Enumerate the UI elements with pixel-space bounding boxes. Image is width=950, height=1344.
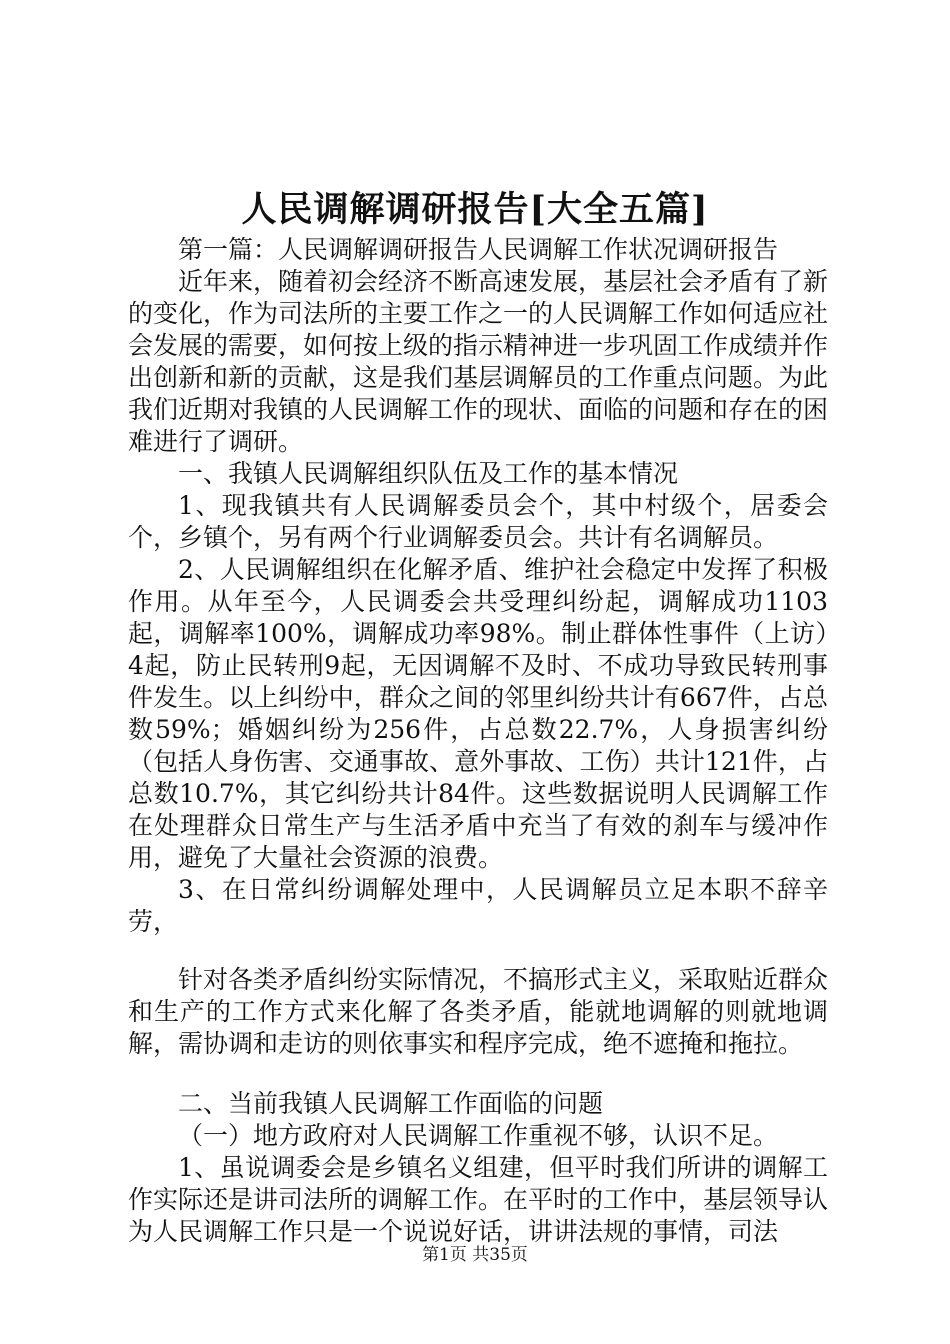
paragraph-item-3-continued: 针对各类矛盾纠纷实际情况，不搞形式主义，采取贴近群众和生产的工作方式来化解了各类矛盾，能就地调解的则就地调解，需协调和走访的则依事实和程序完成，绝不遮掩和拖拉。 <box>128 965 829 1058</box>
document-body <box>128 234 828 1248</box>
paragraph-item-1: 1、现我镇共有人民调解委员会个，其中村级个，居委会个，乡镇个，另有两个行业调解委员会。共计有名调解员。 <box>128 491 828 552</box>
page-footer: 第1页 共35页 <box>422 1245 528 1265</box>
paragraph-gap <box>128 938 828 964</box>
paragraph-gap <box>128 1060 828 1088</box>
paragraph-subheading-1: （一）地方政府对人民调解工作重视不够，认识不足。 <box>178 1121 779 1150</box>
paragraph-section-heading: 第一篇：人民调解调研报告人民调解工作状况调研报告 <box>178 235 779 264</box>
document-title: 人民调解调研报告[大全五篇] <box>241 189 709 230</box>
paragraph-heading-1: 一、我镇人民调解组织队伍及工作的基本情况 <box>178 459 679 488</box>
paragraph-subitem-1: 1、虽说调委会是乡镇名义组建，但平时我们所讲的调解工作实际还是讲司法所的调解工作。在平时的工作中，基层领导认为人民调解工作只是一个说说好话，讲讲法规的事情，司法 <box>128 1153 829 1246</box>
paragraph-item-3: 3、在日常纠纷调解处理中，人民调解员立足本职不辞辛劳， <box>128 875 828 936</box>
paragraph-intro: 近年来，随着初会经济不断高速发展，基层社会矛盾有了新的变化，作为司法所的主要工作之一的人民调解工作如何适应社会发展的需要，如何按上级的指示精神进一步巩固工作成绩并作出创新和新的贡献，这是我们基层调解员的工作重点问题。为此我们近期对我镇的人民调解工作的现状、面临的问题和存在的困难进行了调研。 <box>128 267 829 456</box>
paragraph-heading-2: 二、当前我镇人民调解工作面临的问题 <box>178 1089 604 1118</box>
paragraph-item-2: 2、人民调解组织在化解矛盾、维护社会稳定中发挥了积极作用。从年至今，人民调委会共受理纠纷起，调解成功1103起，调解率100%，调解成功率98%。制止群体性事件（上访）4起，防止民转刑9起，无因调解不及时、不成功导致民转刑事件发生。以上纠纷中，群众之间的邻里纠纷共计有667件，占总数59%；婚姻纠纷为256件，占总数22.7%，人身损害纠纷（包括人身伤害、交通事故、意外事故、工伤）共计121件，占总数10.7%，其它纠纷共计84件。这些数据说明人民调解工作在处理群众日常生产与生活矛盾中充当了有效的刹车与缓冲作用，避免了大量社会资源的浪费。 <box>128 555 828 872</box>
